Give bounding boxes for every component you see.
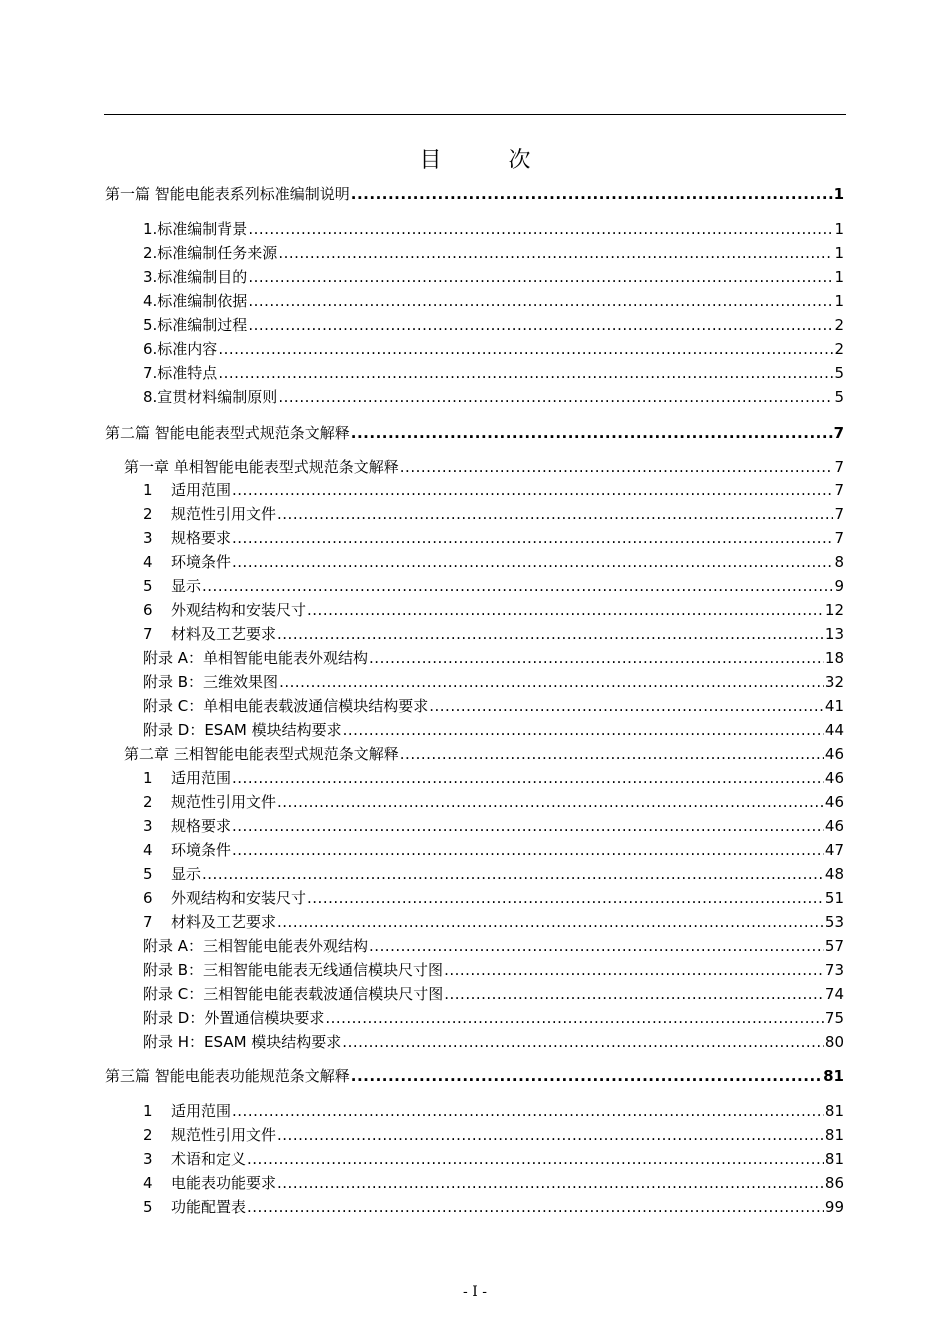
toc-entry-number: 1	[143, 769, 153, 787]
dot-leader	[351, 1066, 822, 1086]
toc-entry-label	[143, 291, 247, 311]
toc-entry-label	[143, 267, 247, 287]
toc-entry-item[interactable]	[143, 291, 844, 311]
toc-entry-item[interactable]	[143, 984, 844, 1004]
toc-entry-page-number: 1	[834, 268, 844, 286]
dot-leader	[232, 816, 824, 836]
toc-entry-item[interactable]	[143, 480, 844, 500]
toc-entry-item[interactable]	[143, 1032, 844, 1052]
toc-entry-item[interactable]	[143, 528, 844, 548]
dot-leader	[369, 936, 824, 956]
toc-entry-label	[143, 624, 276, 644]
toc-entry-item[interactable]	[143, 864, 844, 884]
toc-entry-label	[143, 816, 231, 836]
toc-entry-item[interactable]	[143, 1173, 844, 1193]
toc-entry-label	[143, 1101, 231, 1121]
toc-entry-page-number: 46	[824, 745, 844, 763]
toc-entry-page-number: 74	[824, 985, 844, 1003]
toc-entry-page-number: 73	[824, 961, 844, 979]
dot-leader	[307, 600, 824, 620]
dot-leader	[232, 528, 833, 548]
toc-entry-chapter[interactable]	[124, 744, 844, 764]
toc-entry-text: 术语和定义	[171, 1150, 247, 1168]
toc-entry-item[interactable]	[143, 504, 844, 524]
toc-entry-page-number: 8	[834, 553, 844, 571]
toc-entry-item[interactable]	[143, 888, 844, 908]
toc-entry-label	[143, 600, 306, 620]
toc-entry-item[interactable]	[143, 552, 844, 572]
toc-entry-label	[143, 1173, 276, 1193]
toc-entry-label	[143, 363, 217, 383]
toc-entry-label	[143, 1008, 324, 1028]
toc-entry-label	[143, 672, 278, 692]
toc-entry-label	[143, 1125, 276, 1145]
toc-entry-text: 第一篇 智能电能表系列标准编制说明	[105, 185, 350, 203]
toc-entry-page-number: 75	[824, 1009, 844, 1027]
toc-entry-item[interactable]	[143, 696, 844, 716]
toc-entry-text: 第一章 单相智能电能表型式规范条文解释	[124, 458, 399, 476]
toc-entry-item[interactable]	[143, 840, 844, 860]
dot-leader	[351, 423, 833, 443]
toc-entry-page-number: 57	[824, 937, 844, 955]
toc-entry-page-number: 51	[824, 889, 844, 907]
toc-entry-number: 2	[143, 505, 153, 523]
toc-entry-text: 7.标准特点	[143, 364, 218, 382]
dot-leader	[444, 960, 824, 980]
toc-entry-label	[143, 936, 368, 956]
dot-leader	[247, 1149, 824, 1169]
toc-entry-text: 附录 A：单相智能电能表外观结构	[143, 649, 369, 667]
toc-entry-text: 附录 B：三维效果图	[143, 673, 279, 691]
toc-entry-label	[143, 552, 231, 572]
dot-leader	[202, 864, 824, 884]
toc-entry-page-number: 12	[824, 601, 844, 619]
toc-entry-text: 环境条件	[171, 553, 232, 571]
dot-leader	[232, 840, 824, 860]
toc-entry-label	[143, 219, 247, 239]
toc-entry-page-number: 46	[824, 793, 844, 811]
toc-entry-text: 附录 A：三相智能电能表外观结构	[143, 937, 369, 955]
dot-leader	[351, 184, 833, 204]
toc-entry-text: 5.标准编制过程	[143, 316, 248, 334]
toc-entry-page-number: 2	[834, 316, 844, 334]
toc-entry-page-number: 80	[824, 1033, 844, 1051]
toc-entry-number: 7	[143, 625, 153, 643]
toc-entry-text: 环境条件	[171, 841, 232, 859]
toc-entry-label	[124, 457, 399, 477]
toc-entry-number: 3	[143, 1150, 153, 1168]
toc-entry-label	[143, 387, 277, 407]
toc-entry-item[interactable]	[143, 960, 844, 980]
toc-entry-page-number: 9	[834, 577, 844, 595]
toc-entry-label	[143, 315, 247, 335]
dot-leader	[202, 576, 833, 596]
toc-entry-page-number: 53	[824, 913, 844, 931]
toc-entry-text: 附录 H：ESAM 模块结构要求	[143, 1033, 342, 1051]
toc-entry-number: 3	[143, 529, 153, 547]
toc-entry-page-number: 86	[824, 1174, 844, 1192]
toc-entry-page-number: 81	[824, 1102, 844, 1120]
toc-entry-text: 规范性引用文件	[171, 1126, 277, 1144]
toc-entry-label	[143, 960, 443, 980]
toc-entry-page-number: 46	[824, 817, 844, 835]
toc-entry-number: 5	[143, 1198, 153, 1216]
toc-entry-label	[143, 696, 428, 716]
toc-entry-item[interactable]	[143, 1008, 844, 1028]
toc-entry-text: 附录 D：ESAM 模块结构要求	[143, 721, 342, 739]
toc-entry-page-number: 5	[834, 388, 844, 406]
toc-entry-text: 规范性引用文件	[171, 505, 277, 523]
toc-entry-item[interactable]	[143, 648, 844, 668]
toc-entry-text: 显示	[171, 577, 202, 595]
dot-leader	[232, 552, 833, 572]
toc-entry-number: 5	[143, 577, 153, 595]
toc-entry-item[interactable]	[143, 768, 844, 788]
dot-leader	[247, 1197, 824, 1217]
dot-leader	[277, 504, 833, 524]
dot-leader	[400, 744, 824, 764]
dot-leader	[277, 1125, 824, 1145]
toc-entry-text: 适用范围	[171, 769, 232, 787]
toc-entry-number: 4	[143, 1174, 153, 1192]
toc-entry-chapter[interactable]	[124, 457, 844, 477]
toc-entry-label	[143, 1197, 246, 1217]
dot-leader	[429, 696, 824, 716]
toc-entry-page-number: 81	[824, 1126, 844, 1144]
toc-entry-number: 4	[143, 553, 153, 571]
toc-entry-page-number: 81	[824, 1150, 844, 1168]
toc-entry-page-number: 99	[824, 1198, 844, 1216]
dot-leader	[307, 888, 824, 908]
toc-entry-text: 电能表功能要求	[171, 1174, 277, 1192]
toc-entry-item[interactable]	[143, 363, 844, 383]
toc-entry-item[interactable]	[143, 339, 844, 359]
toc-entry-page-number: 44	[824, 721, 844, 739]
toc-entry-label	[143, 504, 276, 524]
toc-entry-number: 2	[143, 793, 153, 811]
toc-entry-number: 6	[143, 889, 153, 907]
dot-leader	[248, 315, 833, 335]
toc-entry-page-number: 18	[824, 649, 844, 667]
toc-entry-part[interactable]	[105, 423, 844, 443]
toc-entry-label	[143, 720, 342, 740]
toc-entry-page-number: 32	[824, 673, 844, 691]
dot-leader	[277, 912, 824, 932]
toc-entry-part[interactable]	[105, 184, 844, 204]
toc-entry-item[interactable]	[143, 243, 844, 263]
toc-entry-page-number: 2	[834, 340, 844, 358]
toc-entry-text: 材料及工艺要求	[171, 913, 277, 931]
toc-entry-label	[143, 528, 231, 548]
toc-entry-label	[124, 744, 399, 764]
toc-entry-number: 6	[143, 601, 153, 619]
toc-entry-item[interactable]	[143, 267, 844, 287]
toc-entry-text: 附录 D：外置通信模块要求	[143, 1009, 325, 1027]
toc-entry-page-number: 81	[823, 1067, 844, 1085]
dot-leader	[444, 984, 824, 1004]
toc-entry-item[interactable]	[143, 219, 844, 239]
toc-entry-number: 4	[143, 841, 153, 859]
toc-entry-page-number: 1	[833, 185, 844, 203]
toc-entry-number: 7	[143, 913, 153, 931]
toc-entry-text: 8.宣贯材料编制原则	[143, 388, 278, 406]
toc-entry-number: 1	[143, 481, 153, 499]
dot-leader	[278, 243, 833, 263]
toc-entry-text: 第三篇 智能电能表功能规范条文解释	[105, 1067, 350, 1085]
toc-entry-number: 2	[143, 1126, 153, 1144]
toc-entry-label	[143, 480, 231, 500]
toc-entry-item[interactable]	[143, 315, 844, 335]
toc-entry-number: 3	[143, 817, 153, 835]
toc-entry-item[interactable]	[143, 576, 844, 596]
toc-entry-text: 材料及工艺要求	[171, 625, 277, 643]
toc-entry-text: 附录 C：单相电能表载波通信模块结构要求	[143, 697, 429, 715]
toc-entry-text: 6.标准内容	[143, 340, 218, 358]
toc-entry-item[interactable]	[143, 600, 844, 620]
toc-entry-number: 5	[143, 865, 153, 883]
toc-entry-page-number: 5	[834, 364, 844, 382]
toc-entry-label	[143, 888, 306, 908]
dot-leader	[342, 1032, 824, 1052]
dot-leader	[218, 363, 833, 383]
dot-leader	[277, 1173, 824, 1193]
toc-entry-page-number: 1	[834, 292, 844, 310]
toc-entry-text: 规格要求	[171, 817, 232, 835]
toc-entry-page-number: 47	[824, 841, 844, 859]
toc-entry-label	[143, 840, 231, 860]
toc-entry-item[interactable]	[143, 936, 844, 956]
toc-entry-text: 1.标准编制背景	[143, 220, 248, 238]
toc-entry-label	[143, 912, 276, 932]
dot-leader	[369, 648, 824, 668]
toc-entry-item[interactable]	[143, 1101, 844, 1121]
toc-entry-part[interactable]	[105, 1066, 844, 1086]
dot-leader	[343, 720, 824, 740]
toc-entry-page-number: 1	[834, 244, 844, 262]
toc-entry-item[interactable]	[143, 816, 844, 836]
toc-entry-item[interactable]	[143, 792, 844, 812]
toc-entry-label	[143, 339, 217, 359]
toc-entry-page-number: 48	[824, 865, 844, 883]
toc-entry-label	[143, 1149, 246, 1169]
toc-entry-text: 适用范围	[171, 481, 232, 499]
toc-entry-item[interactable]	[143, 1197, 844, 1217]
toc-entry-label	[105, 423, 350, 443]
dot-leader	[232, 1101, 824, 1121]
toc-entry-page-number: 7	[834, 458, 844, 476]
toc-entry-label	[105, 184, 350, 204]
toc-entry-item[interactable]	[143, 624, 844, 644]
dot-leader	[232, 768, 824, 788]
toc-entry-label	[143, 984, 443, 1004]
dot-leader	[248, 267, 833, 287]
toc-entry-text: 第二章 三相智能电能表型式规范条文解释	[124, 745, 399, 763]
toc-entry-label	[143, 792, 276, 812]
dot-leader	[248, 219, 833, 239]
toc-entry-text: 第二篇 智能电能表型式规范条文解释	[105, 424, 350, 442]
toc-entry-label	[143, 768, 231, 788]
dot-leader	[278, 387, 833, 407]
dot-leader	[277, 624, 824, 644]
toc-entry-item[interactable]	[143, 672, 844, 692]
toc-entry-item[interactable]	[143, 387, 844, 407]
toc-entry-text: 3.标准编制目的	[143, 268, 248, 286]
toc-entry-label	[143, 243, 277, 263]
toc-entry-text: 显示	[171, 865, 202, 883]
toc-entry-page-number: 7	[833, 424, 844, 442]
dot-leader	[248, 291, 833, 311]
toc-entry-label	[143, 864, 201, 884]
toc-entry-label	[143, 1032, 341, 1052]
dot-leader	[279, 672, 824, 692]
toc-entry-page-number: 7	[834, 529, 844, 547]
toc-entry-text: 附录 C：三相智能电能表载波通信模块尺寸图	[143, 985, 444, 1003]
toc-entry-text: 4.标准编制依据	[143, 292, 248, 310]
dot-leader	[325, 1008, 824, 1028]
dot-leader	[218, 339, 833, 359]
toc-entry-item[interactable]	[143, 1149, 844, 1169]
toc-title: 目 次	[419, 148, 561, 173]
toc-entry-text: 功能配置表	[171, 1198, 247, 1216]
dot-leader	[232, 480, 833, 500]
toc-entry-item[interactable]	[143, 912, 844, 932]
toc-entry-text: 2.标准编制任务来源	[143, 244, 278, 262]
toc-entry-page-number: 41	[824, 697, 844, 715]
toc-entry-text: 外观结构和安装尺寸	[171, 601, 307, 619]
page-number-footer: - I -	[463, 1284, 487, 1300]
toc-entry-page-number: 1	[834, 220, 844, 238]
toc-entry-text: 适用范围	[171, 1102, 232, 1120]
dot-leader	[400, 457, 834, 477]
toc-entry-page-number: 13	[824, 625, 844, 643]
toc-entry-label	[143, 648, 368, 668]
toc-entry-label	[143, 576, 201, 596]
toc-entry-number: 1	[143, 1102, 153, 1120]
dot-leader	[277, 792, 824, 812]
toc-entry-text: 规格要求	[171, 529, 232, 547]
toc-entry-item[interactable]	[143, 1125, 844, 1145]
toc-entry-page-number: 7	[834, 481, 844, 499]
toc-entry-text: 附录 B：三相智能电能表无线通信模块尺寸图	[143, 961, 444, 979]
toc-entry-item[interactable]	[143, 720, 844, 740]
toc-entry-text: 外观结构和安装尺寸	[171, 889, 307, 907]
toc-entry-text: 规范性引用文件	[171, 793, 277, 811]
header-rule	[104, 114, 846, 115]
toc-entry-page-number: 46	[824, 769, 844, 787]
toc-entry-page-number: 7	[834, 505, 844, 523]
toc-entry-label	[105, 1066, 350, 1086]
